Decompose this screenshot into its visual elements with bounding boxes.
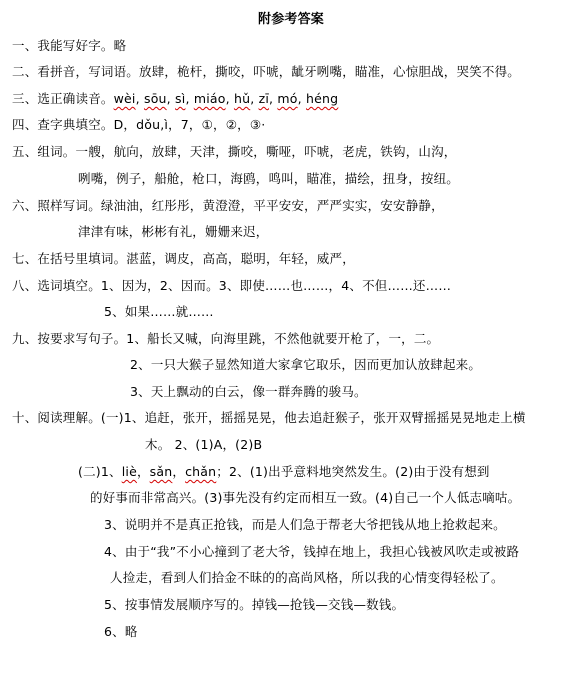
section-10-item-4: 4、由于“我”不小心撞到了老大爷，钱掉在地上，我担心钱被风吹走或被路 bbox=[104, 544, 520, 559]
sep-2: , bbox=[166, 91, 171, 106]
sep-4: , bbox=[225, 91, 230, 106]
section-3-prefix: 三、选正确读音。 bbox=[12, 91, 114, 106]
pinyin-4: miáo bbox=[193, 91, 226, 106]
section-2: 二、看拼音，写词语。放肆，桅杆，撕咬，吓唬，龇牙咧嘴，瞄准，心惊胆战，哭笑不得。 bbox=[12, 64, 521, 79]
sep-3: , bbox=[185, 91, 190, 106]
part-2-suffix: ；2、(1)出乎意料地突然发生。(2)由于没有想到 bbox=[216, 464, 490, 479]
section-10-item-5: 5、按事情发展顺序写的。掉钱—抢钱—交钱—数钱。 bbox=[104, 597, 405, 612]
section-10-item-4-cont: 人捡走，看到人们拾金不昧的的高尚风格，所以我的心情变得轻松了。 bbox=[110, 570, 504, 585]
section-5-cont: 咧嘴，例子，船舱，枪口，海鸥，鸣叫，瞄准，描绘，扭身，按纽。 bbox=[78, 171, 460, 186]
section-4: 四、查字典填空。D，dǒu,ì，7，①，②，③· bbox=[12, 117, 266, 132]
pinyin-2: sōu bbox=[143, 91, 167, 106]
section-9: 九、按要求写句子。1、船长又喊，向海里跳，不然他就要开枪了，一，二。 bbox=[12, 331, 440, 346]
section-9-item-2: 2、一只大猴子显然知道大家拿它取乐，因而更加认放肆起来。 bbox=[130, 357, 482, 372]
pinyin-1: wèi bbox=[113, 91, 136, 106]
pinyin-3: sì bbox=[175, 91, 186, 106]
section-9-item-3: 3、天上飘动的白云，像一群奔腾的骏马。 bbox=[130, 384, 367, 399]
section-5: 五、组词。一艘，航向，放肆，天津，撕咬，嘶哑，吓唬，老虎，铁钩，山沟， bbox=[12, 144, 457, 159]
section-3 bbox=[12, 91, 338, 107]
sep-5: , bbox=[250, 91, 255, 106]
section-6: 六、照样写词。绿油油，红彤彤，黄澄澄，平平安安，严严实实，安安静静， bbox=[12, 198, 444, 213]
section-10-cont: 木。 2、(1)A，(2)B bbox=[145, 437, 263, 452]
pinyin-lie: liè bbox=[121, 464, 137, 479]
sep-1: , bbox=[135, 91, 140, 106]
part-2-prefix: (二)1、 bbox=[78, 464, 122, 479]
pinyin-6: zī bbox=[258, 91, 270, 106]
pinyin-5: hǔ bbox=[233, 91, 251, 106]
sep-7: , bbox=[297, 91, 302, 106]
pinyin-8: héng bbox=[306, 91, 339, 106]
section-10-item-6: 6、略 bbox=[104, 624, 138, 639]
section-8-cont: 5、如果……就…… bbox=[104, 304, 214, 319]
section-10-part-2-cont: 的好事而非常高兴。(3)事先没有约定而相互一致。(4)自己一个人低志嘀咕。 bbox=[90, 490, 521, 505]
pinyin-chan: chǎn bbox=[185, 464, 217, 479]
section-6-cont: 津津有味，彬彬有礼，姗姗来迟， bbox=[78, 224, 269, 239]
section-8: 八、选词填空。1、因为，2、因而。3、即使……也……，4、不但……还…… bbox=[12, 278, 452, 293]
section-10-item-3: 3、说明并不是真正抢钱，而是人们急于帮老大爷把钱从地上抢救起来。 bbox=[104, 517, 506, 532]
sep-6: , bbox=[269, 91, 274, 106]
section-1: 一、我能写好字。略 bbox=[12, 38, 127, 53]
section-7: 七、在括号里填词。湛蓝，调皮，高高，聪明，年轻，威严， bbox=[12, 251, 355, 266]
pinyin-7: mó bbox=[277, 91, 298, 106]
pinyin-san: sǎn bbox=[149, 464, 173, 479]
document-title: 附参考答案 bbox=[258, 12, 325, 27]
section-10-part-2: (二)1、liè，sǎn，chǎn；2、(1)出乎意料地突然发生。(2)由于没有想到 bbox=[78, 464, 490, 479]
section-10: 十、阅读理解。(一)1、追赶，张开，摇摇晃晃，他去追赶猴子，张开双臂摇摇晃晃地走上横 bbox=[12, 410, 526, 425]
